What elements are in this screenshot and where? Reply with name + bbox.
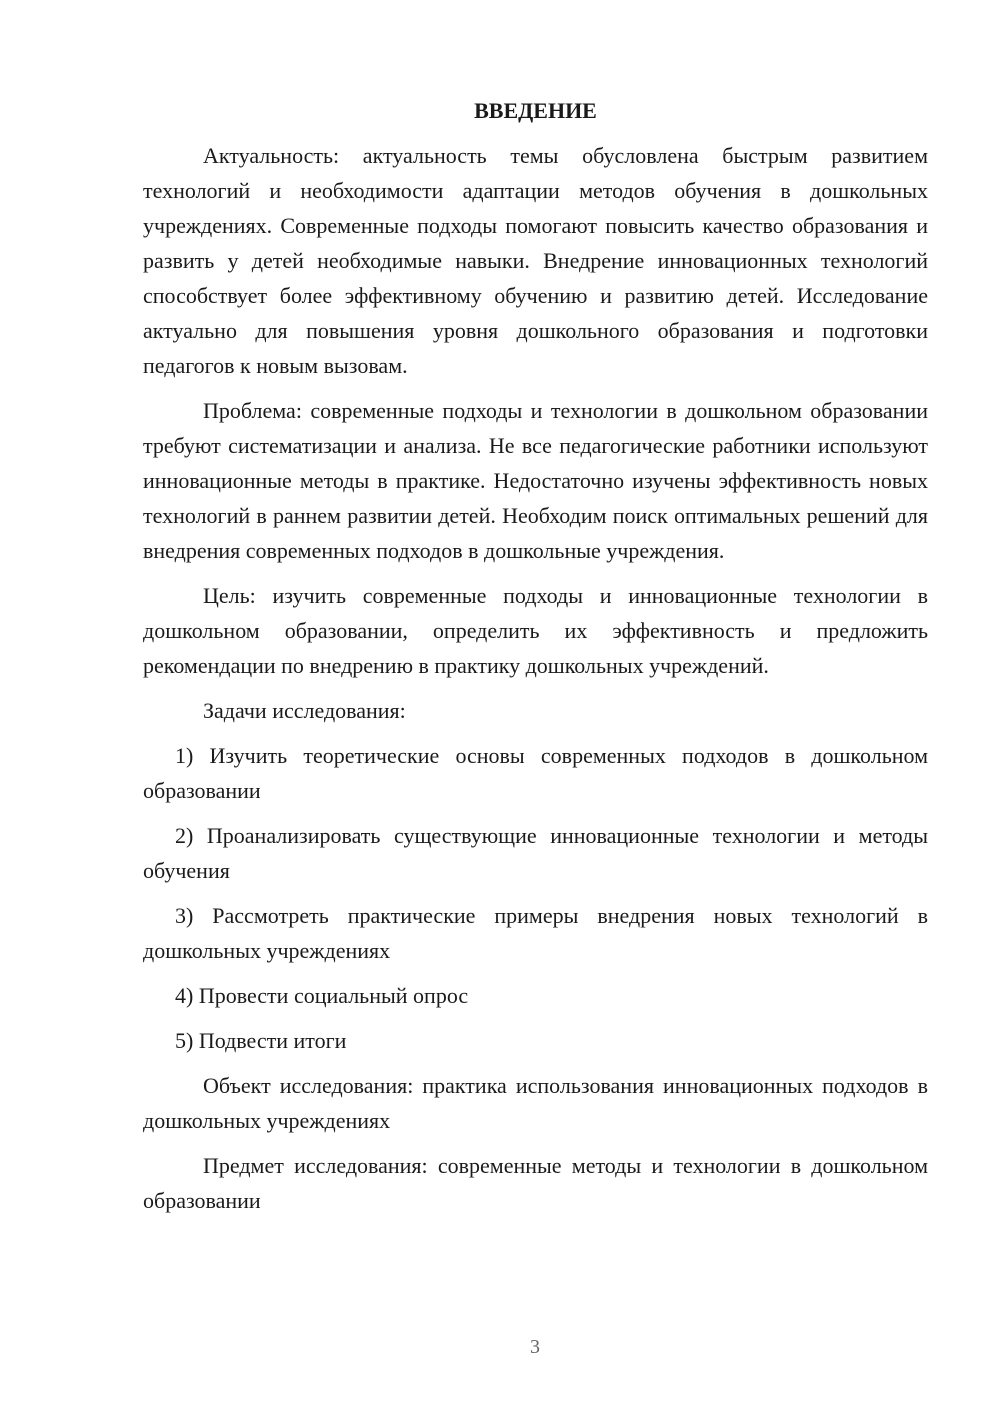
task-item-5: 5) Подвести итоги: [175, 1028, 347, 1053]
task-item-4: 4) Провести социальный опрос: [175, 983, 469, 1008]
task-item-2: 2) Проанализировать существующие инновационные технологии и методы обучения: [143, 823, 928, 883]
goal-paragraph: Цель: изучить современные подходы и инновационные технологии в дошкольном образовании, определить их эффективность и предложить рекомендации по внедрению в практику дошкольных учреждений.: [143, 583, 928, 678]
task-item-1: 1) Изучить теоретические основы современных подходов в дошкольном образовании: [143, 743, 928, 803]
page-title: ВВЕДЕНИЕ: [474, 98, 597, 123]
relevance-paragraph: Актуальность: актуальность темы обусловлена быстрым развитием технологий и необходимости адаптации методов обучения в дошкольных учреждениях. Современные подходы помогают повысить качество образования и развить у детей необходимые навыки. Внедрение инновационных технологий способствует более эффективному обучению и развитию детей. Исследование актуально для повышения уровня дошкольного образования и подготовки педагогов к новым вызовам.: [143, 143, 928, 378]
tasks-heading: Задачи исследования:: [203, 698, 406, 723]
page-number: 3: [530, 1336, 540, 1358]
object-paragraph: Объект исследования: практика использования инновационных подходов в дошкольных учреждениях: [143, 1073, 928, 1133]
subject-paragraph: Предмет исследования: современные методы и технологии в дошкольном образовании: [143, 1153, 928, 1213]
page-content: [143, 96, 928, 1228]
task-item-3: 3) Рассмотреть практические примеры внедрения новых технологий в дошкольных учреждениях: [143, 903, 928, 963]
problem-paragraph: Проблема: современные подходы и технологии в дошкольном образовании требуют систематизации и анализа. Не все педагогические работники используют инновационные методы в практике. Недостаточно изучены эффективность новых технологий в раннем развитии детей. Необходим поиск оптимальных решений для внедрения современных подходов в дошкольные учреждения.: [143, 398, 928, 563]
